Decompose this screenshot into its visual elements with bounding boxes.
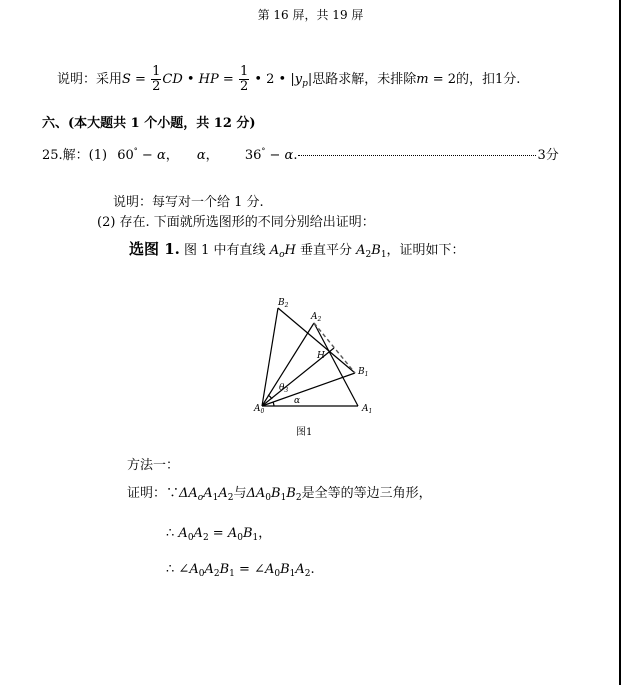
formula-m: m — [416, 72, 429, 87]
fraction-half — [151, 65, 161, 94]
label-b1: $B_1$ — [358, 367, 369, 378]
sub-1: 1 — [212, 493, 219, 503]
proof-line-2 — [166, 522, 271, 543]
fraction-num: 1 — [152, 64, 161, 79]
var-B: B — [219, 562, 230, 577]
proof-therefore: ∴ — [166, 526, 175, 541]
var-H: H — [284, 243, 296, 258]
comma: ， — [258, 526, 272, 541]
fig1-intro-text1: 图 1 中有直线 — [179, 243, 270, 258]
dashed-a2-b1 — [314, 323, 355, 373]
var-A: A — [204, 562, 214, 577]
edge-a0-b1 — [262, 373, 355, 406]
fraction-half-2 — [239, 65, 249, 94]
label-h: H — [317, 351, 325, 361]
figure-caption: 图1 — [296, 427, 313, 438]
var-B: B — [271, 486, 281, 501]
sub-1: 1 — [229, 569, 235, 579]
var-A: A — [193, 526, 203, 541]
var-A: A — [269, 243, 280, 258]
sub-2: 2 — [202, 533, 209, 543]
sub-1: 1 — [289, 569, 296, 579]
page-indicator: 第 16 屏，共 19 屏 — [257, 8, 364, 22]
method-title: 方法一： — [127, 458, 180, 473]
period: . — [310, 562, 315, 577]
var-A: A — [227, 526, 238, 541]
sub-0: 0 — [265, 493, 271, 503]
fig1-intro-text2: 垂直平分 — [295, 243, 357, 258]
fig1-intro-text3: ，证明如下： — [386, 243, 465, 258]
dotted-leader — [298, 155, 536, 156]
abs-bar-right: | — [307, 72, 313, 87]
sub-o: o — [279, 250, 285, 260]
note-m-eq: = 2的，扣1分. — [428, 72, 521, 87]
sub-0: 0 — [237, 533, 243, 543]
tri1-a: ΔA — [179, 486, 198, 501]
formula-y: y — [294, 72, 303, 87]
sub-o: o — [197, 493, 204, 503]
note-prefix: 说明：采用 — [57, 72, 123, 87]
abs-bar-left: | — [290, 72, 295, 87]
angle-sign: ∠ — [178, 562, 190, 577]
label-a1: $A_1$ — [362, 404, 373, 415]
proof-because: 证明：∵ — [127, 486, 180, 501]
var-A: A — [203, 486, 213, 501]
label-a0: $A_0$ — [254, 404, 265, 415]
answer3-alpha: α — [284, 148, 294, 163]
formula-cd-hp: CD • HP — [162, 72, 219, 87]
edge-a1-a2 — [314, 323, 358, 406]
var-A: A — [178, 526, 188, 541]
answer1-alpha: α — [156, 148, 166, 163]
sub-0: 0 — [198, 569, 205, 579]
var-A: A — [218, 486, 228, 501]
var-B: B — [242, 526, 253, 541]
answer1-number: 60 — [117, 148, 134, 163]
label-a2: $A_2$ — [311, 312, 322, 323]
answer-end-dot: . — [293, 148, 298, 163]
score-label: 3分 — [537, 148, 559, 163]
part2-intro: (2) 存在. 下面就所选图形的不同分别给出证明： — [97, 215, 375, 230]
sub-2: 2 — [295, 493, 302, 503]
proof-congruent: 是全等的等边三角形， — [301, 486, 432, 501]
sub-2: 2 — [227, 493, 234, 503]
formula-S: S — [122, 72, 131, 87]
sub-1: 1 — [252, 533, 259, 543]
var-A: A — [189, 562, 199, 577]
angle-sign: ∠ — [254, 562, 265, 577]
var-A2: A — [356, 243, 366, 258]
sub-2: 2 — [213, 569, 220, 579]
eq: = — [208, 526, 228, 541]
q25-lead: 25.解：(1) — [42, 148, 108, 163]
alpha-arc — [273, 402, 274, 406]
edge-a0-b2 — [262, 308, 278, 406]
q25-part1-line — [42, 144, 559, 163]
fraction-num-2: 1 — [239, 64, 249, 79]
note-scoring: 说明：每写对一个给 1 分. — [113, 195, 264, 210]
proof-line-1 — [127, 482, 432, 503]
formula-p: p — [302, 79, 308, 89]
answer3-number: 36 — [244, 148, 262, 163]
sub-1: 1 — [280, 493, 287, 503]
var-B: B — [280, 562, 290, 577]
var-A: A — [264, 562, 275, 577]
formula-eq: = — [130, 72, 151, 87]
fig1-intro-line — [129, 238, 465, 260]
sub-1: 1 — [380, 250, 387, 260]
answer3-minus: − — [265, 148, 285, 163]
var-B: B — [286, 486, 296, 501]
proof-line-3 — [166, 562, 315, 579]
sub-0: 0 — [187, 533, 194, 543]
geometry-figure — [240, 292, 390, 442]
label-theta: $\theta_3$ — [279, 383, 289, 394]
note-formula-line — [57, 63, 520, 103]
answer1-degree: ° — [133, 146, 138, 156]
proof-therefore: ∴ — [166, 562, 175, 577]
note-suffix: 思路求解，未排除 — [312, 72, 417, 87]
answer2-alpha: α — [196, 148, 206, 163]
eq: = — [234, 562, 255, 577]
sep1: ， — [165, 148, 179, 163]
answer1-minus: − — [137, 148, 157, 163]
sub-2: 2 — [365, 250, 372, 260]
sep2: ， — [205, 148, 219, 163]
fraction-den: 2 — [152, 79, 161, 94]
formula-eq2: = — [218, 72, 238, 87]
label-alpha: α — [294, 396, 301, 406]
section-title: 六、(本大题共 1 个小题，共 12 分) — [42, 116, 256, 131]
theta-arc — [268, 395, 272, 399]
label-b2: $B_2$ — [278, 298, 289, 309]
fraction-den-2: 2 — [239, 79, 249, 94]
proof-and: 与 — [233, 486, 247, 501]
tri2-a: ΔA — [246, 486, 266, 501]
var-A: A — [295, 562, 305, 577]
fig1-intro-bold: 选图 1. — [129, 240, 180, 258]
sub-0: 0 — [274, 569, 281, 579]
formula-two: • 2 • — [250, 72, 291, 87]
var-B1: B — [371, 243, 381, 258]
answer3-degree: ° — [261, 146, 266, 156]
sub-2: 2 — [304, 569, 311, 579]
